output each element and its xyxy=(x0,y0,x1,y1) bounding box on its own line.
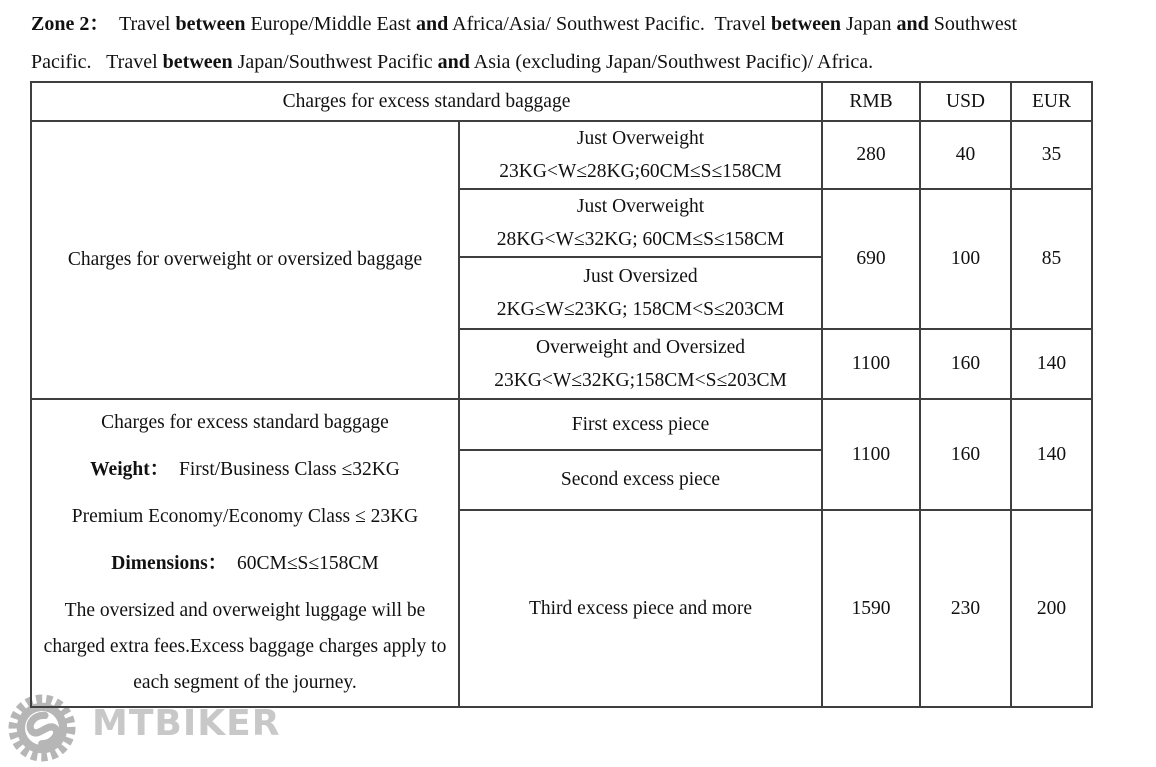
price-rmb: 690 xyxy=(822,189,920,329)
header-eur-cell: EUR xyxy=(1011,82,1092,121)
baggage-spec-label: 2KG≤W≤23KG; 158CM<S≤203CM xyxy=(496,299,785,320)
dimensions-rule: Dimensions： 60CM≤S≤158CM xyxy=(111,553,379,574)
table-row xyxy=(31,121,1092,189)
price-rmb: 280 xyxy=(822,121,920,189)
price-rmb: 1100 xyxy=(822,329,920,399)
table-header-row xyxy=(31,82,1092,121)
baggage-type-label: Just Overweight xyxy=(576,196,705,217)
baggage-type-cell xyxy=(459,121,822,189)
baggage-type-cell xyxy=(459,329,822,399)
intro-line-1: Zone 2： Travel between Europe/Middle East and Africa/Asia/ Southwest Pacific. Travel between Japan and Southwest xyxy=(31,13,1018,35)
extra-fees-note: The oversized and overweight luggage will be charged extra fees.Excess baggage charges apply to each segment of the journey. xyxy=(43,600,452,693)
price-rmb: 1100 xyxy=(822,399,920,510)
price-usd: 100 xyxy=(920,189,1011,329)
baggage-type-cell xyxy=(459,189,822,257)
overweight-oversized-label-cell: Charges for overweight or oversized baggage xyxy=(31,121,459,399)
intro-paragraph xyxy=(31,5,1156,81)
price-usd: 160 xyxy=(920,329,1011,399)
price-eur: 35 xyxy=(1011,121,1092,189)
price-eur: 140 xyxy=(1011,399,1092,510)
baggage-type-cell xyxy=(459,257,822,329)
price-usd: 160 xyxy=(920,399,1011,510)
baggage-spec-label: 23KG<W≤32KG;158CM<S≤203CM xyxy=(494,370,787,391)
excess-standard-baggage-cell xyxy=(31,399,459,707)
excess-piece-cell: Third excess piece and more xyxy=(459,510,822,707)
price-usd: 40 xyxy=(920,121,1011,189)
weight-rule: Weight： First/Business Class ≤32KG xyxy=(90,459,400,480)
table-row xyxy=(31,399,1092,450)
baggage-type-label: Just Overweight xyxy=(576,128,705,149)
header-usd-cell: USD xyxy=(920,82,1011,121)
baggage-type-label: Overweight and Oversized xyxy=(536,337,746,358)
baggage-type-label: Just Oversized xyxy=(583,266,698,287)
baggage-spec-label: 28KG<W≤32KG; 60CM≤S≤158CM xyxy=(496,229,785,250)
price-rmb: 1590 xyxy=(822,510,920,707)
intro-line-2: Pacific. Travel between Japan/Southwest Pacific and Asia (excluding Japan/Southwest Pacific)/ Africa. xyxy=(31,51,874,73)
header-title-cell: Charges for excess standard baggage xyxy=(31,82,822,121)
price-eur: 140 xyxy=(1011,329,1092,399)
watermark-text: MTBIKER xyxy=(92,703,281,744)
excess-baggage-title: Charges for excess standard baggage xyxy=(101,412,389,433)
price-eur: 200 xyxy=(1011,510,1092,707)
excess-piece-cell: First excess piece xyxy=(459,399,822,450)
economy-weight-rule: Premium Economy/Economy Class ≤ 23KG xyxy=(71,506,419,527)
price-eur: 85 xyxy=(1011,189,1092,329)
excess-piece-cell: Second excess piece xyxy=(459,450,822,510)
baggage-spec-label: 23KG<W≤28KG;60CM≤S≤158CM xyxy=(499,161,782,182)
baggage-charges-table xyxy=(30,81,1093,708)
price-usd: 230 xyxy=(920,510,1011,707)
header-rmb-cell: RMB xyxy=(822,82,920,121)
